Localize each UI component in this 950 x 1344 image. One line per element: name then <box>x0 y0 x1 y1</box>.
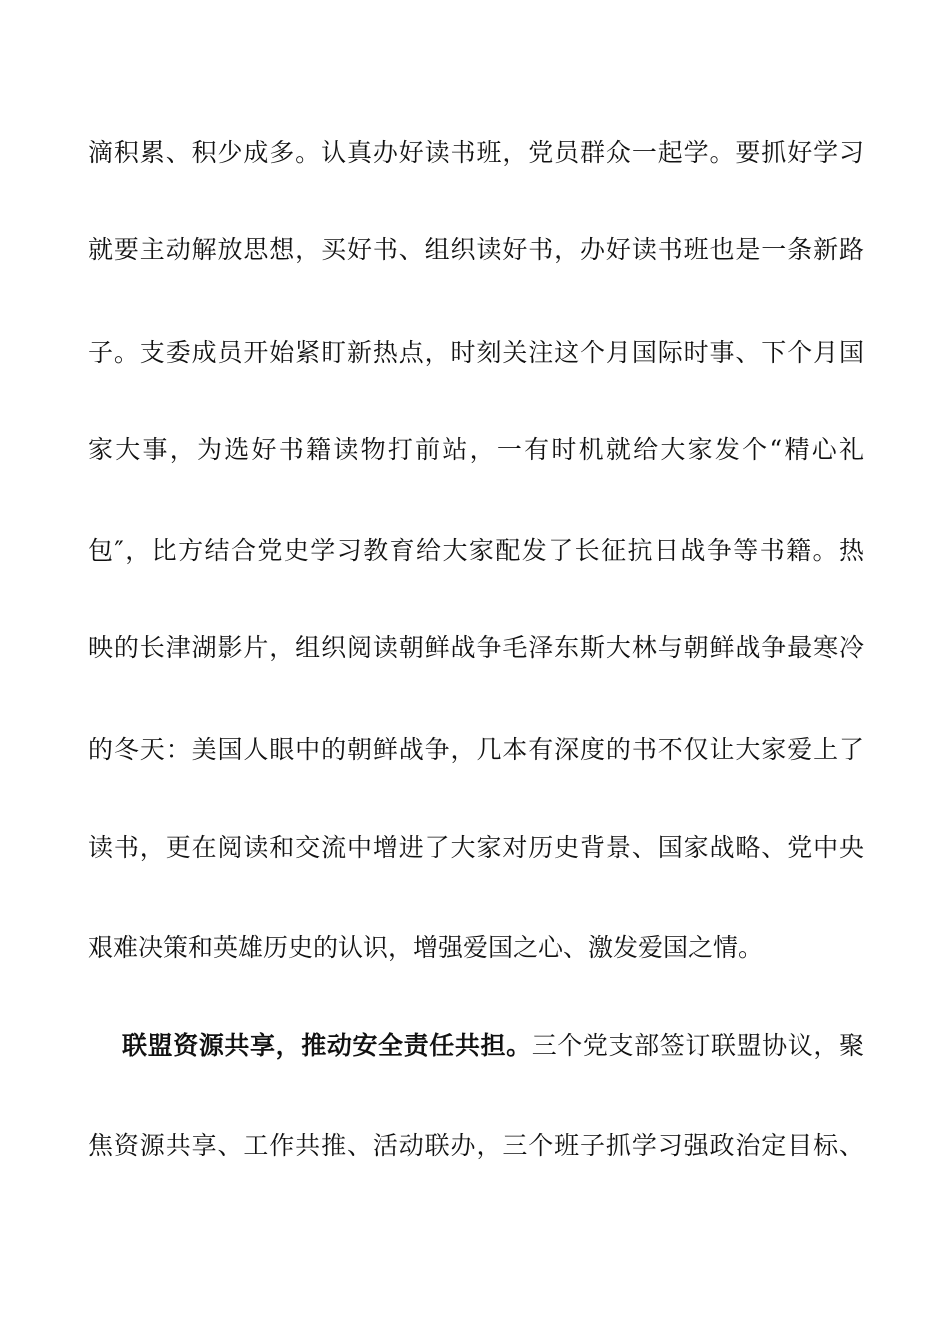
paragraph-1-line-9: 艰难决策和英雄历史的认识，增强爱国之心、激发爱国之情。 <box>88 933 764 962</box>
paragraph-2-line-1 <box>122 1026 864 1066</box>
paragraph-2-heading: 联盟资源共享，推动安全责任共担。 <box>122 1031 532 1060</box>
paragraph-1-line-7: 的冬天：美国人眼中的朝鲜战争，几本有深度的书不仅让大家爱上了 <box>88 735 864 764</box>
paragraph-1-line-1: 滴积累、积少成多。认真办好读书班，党员群众一起学。要抓好学习 <box>88 138 864 167</box>
paragraph-1-line-6: 映的长津湖影片，组织阅读朝鲜战争毛泽东斯大林与朝鲜战争最寒冷 <box>88 633 864 662</box>
paragraph-2-line-2: 焦资源共享、工作共推、活动联办，三个班子抓学习强政治定目标、 <box>88 1131 864 1160</box>
paragraph-2-line-1-rest: 三个党支部签订联盟协议，聚 <box>531 1031 864 1060</box>
paragraph-1-line-4: 家大事，为选好书籍读物打前站，一有时机就给大家发个“精心礼 <box>88 435 864 464</box>
paragraph-1-line-2: 就要主动解放思想，买好书、组织读好书，办好读书班也是一条新路 <box>88 235 864 264</box>
paragraph-1-line-5: 包″，比方结合党史学习教育给大家配发了长征抗日战争等书籍。热 <box>88 536 864 565</box>
paragraph-1-line-8: 读书，更在阅读和交流中增进了大家对历史背景、国家战略、党中央 <box>88 833 864 862</box>
paragraph-1-line-3: 子。支委成员开始紧盯新热点，时刻关注这个月国际时事、下个月国 <box>88 338 864 367</box>
